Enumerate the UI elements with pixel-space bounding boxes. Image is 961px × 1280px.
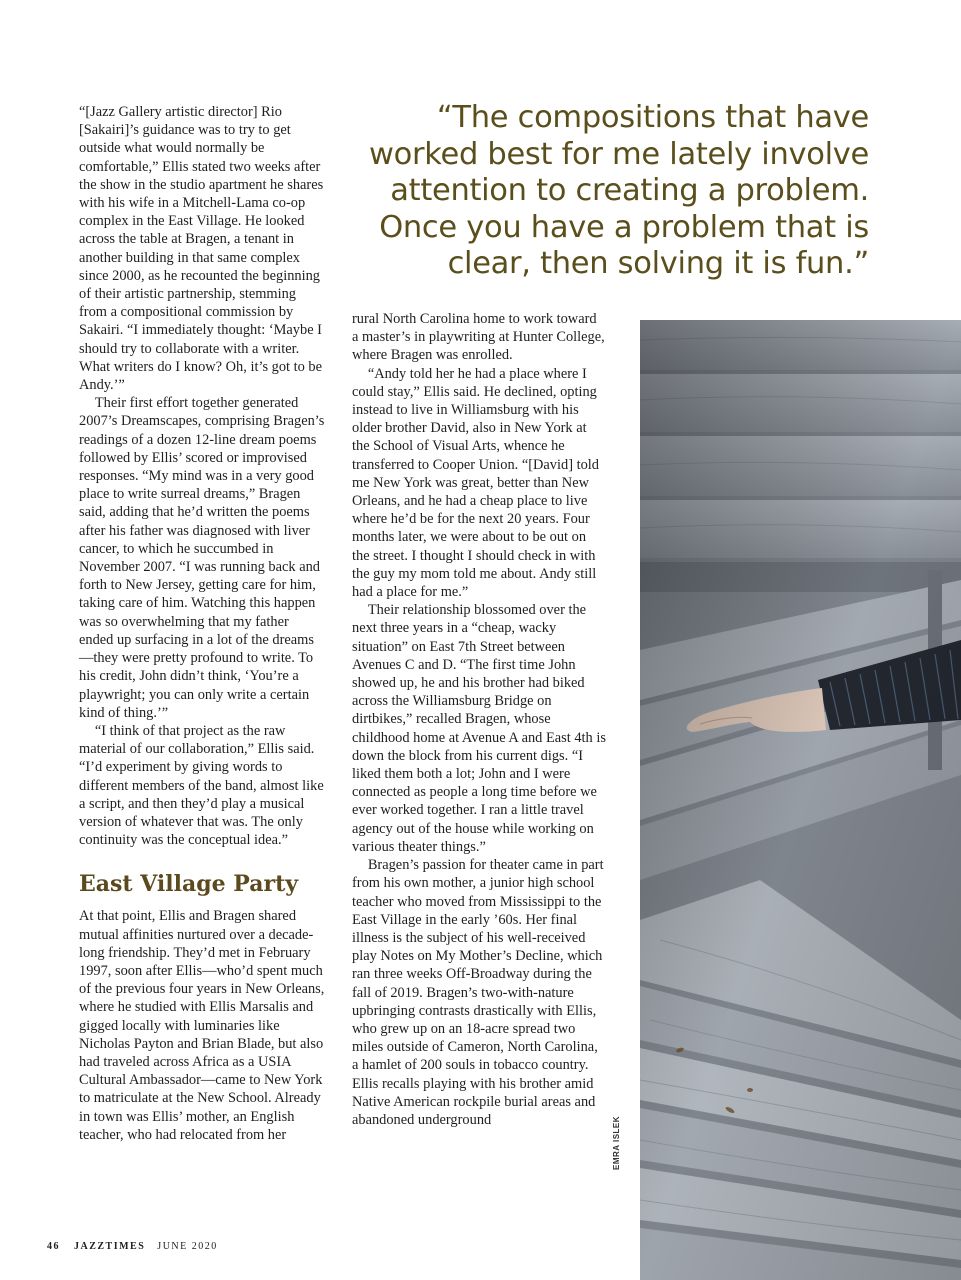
page-footer — [47, 1241, 218, 1252]
article-paragraph: Their relationship blossomed over the next three years in a “cheap, wacky situation” on East 7th Street between Avenues C and D. “The first time John showed up, he and his brother had biked across the Williamsburg Bridge on dirtbikes,” recalled Bragen, whose childhood home at Avenue A and East 4th is down the block from his current digs. “I liked them both a lot; John and I were connected as people a long time before we ever worked together. I ran a little travel agency out of the house while working on various theater things.” — [352, 602, 606, 855]
article-paragraph: “[Jazz Gallery artistic director] Rio [Sakairi]’s guidance was to try to get outside what would normally be comfortable,” Ellis stated two weeks after the show in the studio apartment he shares with his wife in a Mitchell-Lama co-op complex in the East Village. He looked across the table at Bragen, a tenant in another building in that same complex since 2000, as he recounted the beginning of their artistic partnership, stemming from a compositional commission by Sakairi. “I immediately thought: ‘Maybe I should try to collaborate with a writer. What writers do I know? Oh, it’s got to be Andy.’” — [79, 104, 324, 394]
issue-date: JUNE 2020 — [157, 1241, 218, 1252]
middle-text-column — [352, 310, 606, 1129]
page-number: 46 — [47, 1241, 60, 1252]
bench-photo-image — [640, 320, 961, 1280]
article-paragraph: “I think of that project as the raw material of our collaboration,” Ellis said. “I’d experiment by giving words to different members of the band, almost like a script, and then they’d play a musical version of whatever that was. The only continuity was the conceptual idea.” — [79, 722, 324, 849]
magazine-name: JAZZTIMES — [74, 1241, 146, 1252]
article-paragraph: rural North Carolina home to work toward a master’s in playwriting at Hunter College, where Bragen was enrolled. — [352, 311, 605, 364]
article-paragraph: At that point, Ellis and Bragen shared mutual affinities nurtured over a decade-long friendship. They’d met in February 1997, soon after Ellis—who’d spent much of the previous four years in New Orleans, where he studied with Ellis Marsalis and gigged locally with luminaries like Nicholas Payton and Brian Blade, but also had traveled across Africa as a USIA Cultural Ambassador—came to New York to matriculate at the New School. Already in town was Ellis’ mother, an English teacher, who had relocated from her — [79, 908, 325, 1143]
section-heading: East Village Party — [79, 871, 299, 898]
article-paragraph: “Andy told her he had a place where I could stay,” Ellis said. He declined, opting instead to live in Williamsburg with his older brother David, also in New York at the School of Visual Arts, whence he transferred to Cooper Union. “[David] told me New York was great, better than New Orleans, and he had a cheap place to live where he’d be for the next 20 years. Four months later, we were about to be out on the street. I thought I should check in with the guy my mom told me about. Andy still had a place for me.” — [352, 365, 599, 601]
pull-quote: “The compositions that have worked best for me lately involve attention to creating a problem. Once you have a problem that is clear, then solving it is fun.” — [368, 100, 869, 281]
article-paragraph: Their first effort together generated 2007’s Dreamscapes, comprising Bragen’s readings of a dozen 12-line dream poems followed by Ellis’ scored or improvised responses. “My mind was in a very good place to write surreal dreams,” Bragen said, adding that he’d written the poems after his father was diagnosed with liver cancer, to which he succumbed in November 2007. “I was running back and forth to New Jersey, getting care for him, taking care of him. Watching this happen was so overwhelming that my father ended up surfacing in a lot of the dreams—they were pretty profound to write. To his credit, John didn’t think, ‘You’re a playwright; you can only write a certain kind of thing.’” — [79, 395, 325, 721]
photo-credit: EMRA ISLEK — [612, 1115, 621, 1170]
article-paragraph: Bragen’s passion for theater came in part from his own mother, a junior high school teacher who moved from Mississippi to the East Village in the early ’60s. Her final illness is the subject of his well-received play Notes on My Mother’s Decline, which ran three weeks Off-Broadway during the fall of 2019. Bragen’s two-with-nature upbringing contrasts drastically with Ellis, who grew up on an 18-acre spread two miles outside of Cameron, North Carolina, a hamlet of 200 souls in tobacco country. Ellis recalls playing with his brother amid Native American rockpile burial areas and abandoned underground — [352, 857, 604, 1128]
left-text-column — [79, 103, 326, 1144]
bench-photo — [640, 320, 961, 1280]
